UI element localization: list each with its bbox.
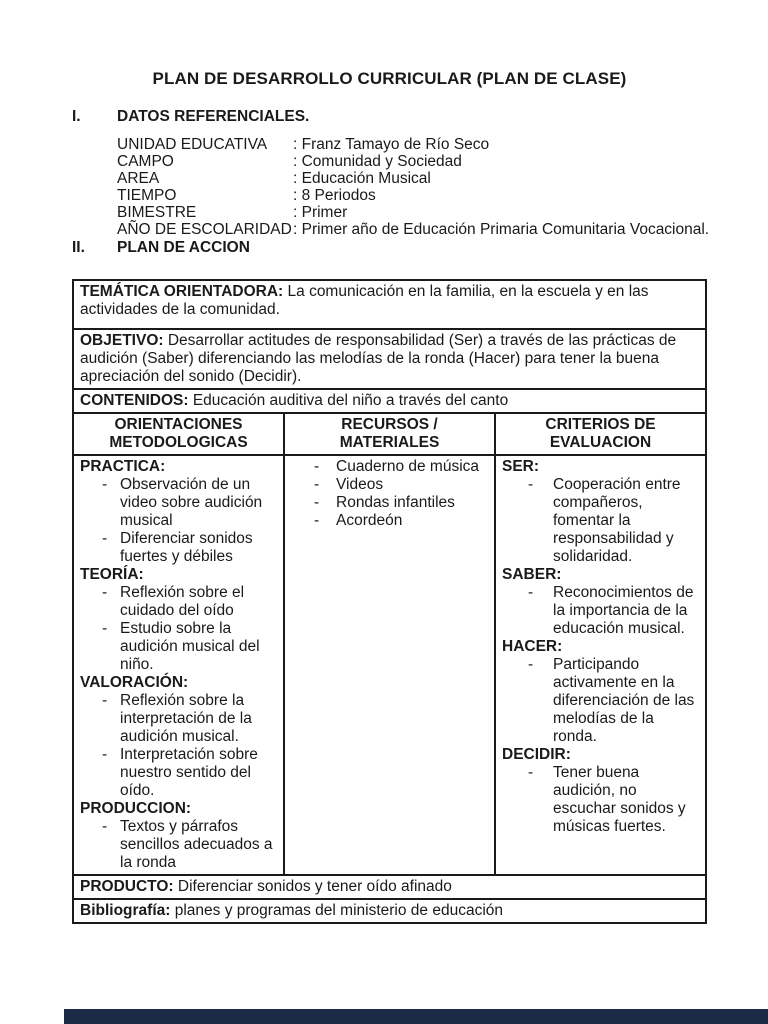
list-item: - Participando activamente en la diferenciación de las melodías de la ronda. xyxy=(528,656,695,745)
page-title: PLAN DE DESARROLLO CURRICULAR (PLAN DE CLASE) xyxy=(152,69,627,88)
section-heading-plan xyxy=(72,239,707,256)
list-item: - Rondas infantiles xyxy=(314,494,455,511)
hacer-group xyxy=(502,638,699,746)
bibliografia-label: Bibliografía: xyxy=(80,902,171,919)
list-item: - Reflexión sobre el cuidado del oído xyxy=(102,584,245,619)
dash-bullet: - xyxy=(314,476,320,493)
list-item: - Videos xyxy=(314,476,384,493)
field-row-unidad-educativa xyxy=(117,136,707,153)
viewer-footer-strip xyxy=(64,1009,768,1024)
field-row-bimestre xyxy=(117,204,707,221)
contenidos-row xyxy=(73,389,706,413)
field-value: : Comunidad y Sociedad xyxy=(293,153,462,170)
group-heading: PRODUCCION: xyxy=(80,800,192,817)
field-label: CAMPO xyxy=(117,153,174,170)
recursos-cell xyxy=(284,455,495,875)
section-heading-datos-label: DATOS REFERENCIALES. xyxy=(117,108,310,125)
dash-bullet: - xyxy=(102,476,108,493)
contenidos-label: CONTENIDOS: xyxy=(80,392,189,409)
field-row-campo xyxy=(117,153,707,170)
list-item: - Observación de un video sobre audición musical xyxy=(102,476,263,529)
dash-bullet: - xyxy=(102,584,108,601)
field-label: UNIDAD EDUCATIVA xyxy=(117,136,268,153)
field-value: : Primer año de Educación Primaria Comunitaria Vocacional. xyxy=(293,221,710,238)
practica-group xyxy=(80,458,277,566)
saber-group xyxy=(502,566,699,638)
field-label: BIMESTRE xyxy=(117,204,197,221)
decidir-group xyxy=(502,746,699,836)
dash-bullet: - xyxy=(314,494,320,511)
dash-bullet: - xyxy=(528,656,534,673)
field-row-anio-escolaridad xyxy=(117,221,710,238)
dash-bullet: - xyxy=(528,764,534,781)
dash-bullet: - xyxy=(314,512,320,529)
group-heading: VALORACIÓN: xyxy=(80,674,189,691)
dash-bullet: - xyxy=(102,746,108,763)
field-row-area xyxy=(117,170,707,187)
section-heading-plan-label: PLAN DE ACCION xyxy=(117,239,250,256)
referential-data-list xyxy=(117,136,710,238)
lesson-plan-table xyxy=(72,279,707,924)
produccion-group xyxy=(80,800,277,872)
producto-row xyxy=(73,875,706,899)
tematica-label: TEMÁTICA ORIENTADORA: xyxy=(80,283,284,300)
producto-label: PRODUCTO: xyxy=(80,878,174,895)
table-body-row xyxy=(73,455,706,875)
dash-bullet: - xyxy=(528,584,534,601)
list-item: - Reconocimientos de la importancia de la educación musical. xyxy=(528,584,694,637)
list-item: - Diferenciar sonidos fuertes y débiles xyxy=(102,530,253,565)
criterios-cell xyxy=(495,455,706,875)
section-heading-datos xyxy=(72,108,707,125)
field-label: TIEMPO xyxy=(117,187,177,204)
tematica-text: La comunicación en la familia, en la escuela y en las actividades de la comunidad. xyxy=(80,283,649,318)
valoracion-group xyxy=(80,674,277,800)
group-heading: DECIDIR: xyxy=(502,746,571,763)
tematica-row xyxy=(73,280,706,329)
list-item: - Textos y párrafos sencillos adecuados a la ronda xyxy=(102,818,273,871)
list-item: - Cuaderno de música xyxy=(314,458,480,475)
section-numeral-plan: II. xyxy=(72,239,85,256)
list-item: - Interpretación sobre nuestro sentido del oído. xyxy=(102,746,258,799)
group-heading: SABER: xyxy=(502,566,562,583)
bibliografia-row xyxy=(73,899,706,923)
dash-bullet: - xyxy=(102,818,108,835)
column-header-row xyxy=(73,413,706,455)
header-criterios: CRITERIOS DE EVALUACION xyxy=(495,413,706,455)
contenidos-text: Educación auditiva del niño a través del canto xyxy=(192,392,509,409)
field-label: AÑO DE ESCOLARIDAD xyxy=(117,221,292,238)
group-heading: HACER: xyxy=(502,638,563,655)
field-value: : Educación Musical xyxy=(293,170,431,187)
field-row-tiempo xyxy=(117,187,707,204)
objetivo-text: Desarrollar actitudes de responsabilidad (Ser) a través de las prácticas de audición (Saber) diferenciando las melodías de la ronda (Hacer) para tener la buena apreciación del sonido (Decidir). xyxy=(80,332,677,385)
dash-bullet: - xyxy=(102,620,108,637)
orientaciones-cell xyxy=(73,455,284,875)
dash-bullet: - xyxy=(528,476,534,493)
section-numeral-datos: I. xyxy=(72,108,81,125)
list-item: - Acordeón xyxy=(314,512,403,529)
teoria-group xyxy=(80,566,277,674)
dash-bullet: - xyxy=(102,530,108,547)
list-item: - Estudio sobre la audición musical del niño. xyxy=(102,620,260,673)
objetivo-label: OBJETIVO: xyxy=(80,332,164,349)
ser-group xyxy=(502,458,699,566)
header-orientaciones: ORIENTACIONES METODOLOGICAS xyxy=(73,413,284,455)
bibliografia-text: planes y programas del ministerio de educación xyxy=(174,902,503,919)
list-item: - Reflexión sobre la interpretación de la audición musical. xyxy=(102,692,252,745)
objetivo-row xyxy=(73,329,706,389)
field-label: AREA xyxy=(117,170,160,187)
list-item: - Tener buena audición, no escuchar sonidos y músicas fuertes. xyxy=(528,764,686,835)
list-item: - Cooperación entre compañeros, fomentar la responsabilidad y solidaridad. xyxy=(528,476,681,565)
group-heading: TEORÍA: xyxy=(80,566,144,583)
group-heading: SER: xyxy=(502,458,540,475)
dash-bullet: - xyxy=(314,458,320,475)
field-value: : 8 Periodos xyxy=(293,187,376,204)
field-value: : Franz Tamayo de Río Seco xyxy=(293,136,490,153)
producto-text: Diferenciar sonidos y tener oído afinado xyxy=(177,878,452,895)
dash-bullet: - xyxy=(102,692,108,709)
field-value: : Primer xyxy=(293,204,348,221)
group-heading: PRACTICA: xyxy=(80,458,166,475)
header-recursos: RECURSOS / MATERIALES xyxy=(284,413,495,455)
